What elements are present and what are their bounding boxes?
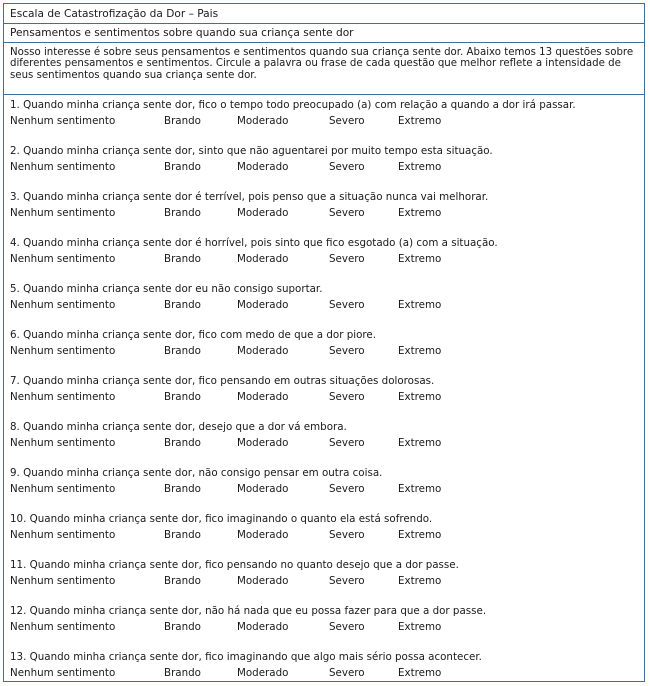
question-10: 10. Quando minha criança sente dor, fico imaginando o quanto ela está sofrendo.	[10, 513, 433, 525]
question-1-option-3[interactable]: Moderado	[237, 115, 289, 127]
question-1-option-2[interactable]: Brando	[164, 115, 201, 127]
question-5-option-2[interactable]: Brando	[164, 299, 201, 311]
question-6-option-5[interactable]: Extremo	[398, 345, 442, 357]
question-2-option-5[interactable]: Extremo	[398, 161, 442, 173]
question-4-option-3[interactable]: Moderado	[237, 253, 289, 265]
question-13-option-2[interactable]: Brando	[164, 667, 201, 679]
question-12-option-1[interactable]: Nenhum sentimento	[10, 621, 116, 633]
question-4-option-5[interactable]: Extremo	[398, 253, 442, 265]
question-2-option-4[interactable]: Severo	[329, 161, 365, 173]
question-5-option-4[interactable]: Severo	[329, 299, 365, 311]
question-1: 1. Quando minha criança sente dor, fico o tempo todo preocupado (a) com relação a quando a dor irá passar.	[10, 99, 576, 111]
question-8-option-1[interactable]: Nenhum sentimento	[10, 437, 116, 449]
question-7-option-3[interactable]: Moderado	[237, 391, 289, 403]
question-9-option-4[interactable]: Severo	[329, 483, 365, 495]
question-8: 8. Quando minha criança sente dor, desejo que a dor vá embora.	[10, 421, 347, 433]
question-2-option-2[interactable]: Brando	[164, 161, 201, 173]
instructions: Nosso interesse é sobre seus pensamentos e sentimentos quando sua criança sente dor. Abaixo temos 13 questões sobre diferentes pensamentos e sentimentos. Circule a palavra ou frase de cada questão que melhor reflete a intensidade de seus sentimentos quando sua criança sente dor.	[10, 47, 634, 81]
question-3-option-3[interactable]: Moderado	[237, 207, 289, 219]
question-11-option-2[interactable]: Brando	[164, 575, 201, 587]
form-title: Escala de Catastrofização da Dor – Pais	[10, 8, 219, 20]
question-7-option-2[interactable]: Brando	[164, 391, 201, 403]
question-12-option-4[interactable]: Severo	[329, 621, 365, 633]
question-6-option-1[interactable]: Nenhum sentimento	[10, 345, 116, 357]
question-13-option-1[interactable]: Nenhum sentimento	[10, 667, 116, 679]
question-8-option-3[interactable]: Moderado	[237, 437, 289, 449]
question-3: 3. Quando minha criança sente dor é terrível, pois penso que a situação nunca vai melhorar.	[10, 191, 489, 203]
question-12: 12. Quando minha criança sente dor, não há nada que eu possa fazer para que a dor passe.	[10, 605, 487, 617]
question-13: 13. Quando minha criança sente dor, fico imaginando que algo mais sério possa acontecer.	[10, 651, 482, 663]
question-6: 6. Quando minha criança sente dor, fico com medo de que a dor piore.	[10, 329, 377, 341]
question-4: 4. Quando minha criança sente dor é horrível, pois sinto que fico esgotado (a) com a situação.	[10, 237, 498, 249]
question-3-option-4[interactable]: Severo	[329, 207, 365, 219]
question-13-option-3[interactable]: Moderado	[237, 667, 289, 679]
scale-form	[3, 3, 645, 682]
title-row	[4, 4, 644, 24]
question-7-option-4[interactable]: Severo	[329, 391, 365, 403]
question-8-option-2[interactable]: Brando	[164, 437, 201, 449]
question-5-option-1[interactable]: Nenhum sentimento	[10, 299, 116, 311]
question-9-option-1[interactable]: Nenhum sentimento	[10, 483, 116, 495]
question-4-option-2[interactable]: Brando	[164, 253, 201, 265]
question-4-option-4[interactable]: Severo	[329, 253, 365, 265]
question-1-option-4[interactable]: Severo	[329, 115, 365, 127]
question-6-option-3[interactable]: Moderado	[237, 345, 289, 357]
question-11-option-4[interactable]: Severo	[329, 575, 365, 587]
question-9-option-2[interactable]: Brando	[164, 483, 201, 495]
question-11-option-3[interactable]: Moderado	[237, 575, 289, 587]
question-11: 11. Quando minha criança sente dor, fico pensando no quanto desejo que a dor passe.	[10, 559, 459, 571]
question-12-option-3[interactable]: Moderado	[237, 621, 289, 633]
question-6-option-2[interactable]: Brando	[164, 345, 201, 357]
question-3-option-5[interactable]: Extremo	[398, 207, 442, 219]
question-11-option-1[interactable]: Nenhum sentimento	[10, 575, 116, 587]
question-10-option-5[interactable]: Extremo	[398, 529, 442, 541]
question-10-option-4[interactable]: Severo	[329, 529, 365, 541]
question-1-option-1[interactable]: Nenhum sentimento	[10, 115, 116, 127]
question-5: 5. Quando minha criança sente dor eu não consigo suportar.	[10, 283, 323, 295]
question-2-option-3[interactable]: Moderado	[237, 161, 289, 173]
question-11-option-5[interactable]: Extremo	[398, 575, 442, 587]
question-7: 7. Quando minha criança sente dor, fico pensando em outras situações dolorosas.	[10, 375, 435, 387]
question-9-option-5[interactable]: Extremo	[398, 483, 442, 495]
question-2-option-1[interactable]: Nenhum sentimento	[10, 161, 116, 173]
question-10-option-3[interactable]: Moderado	[237, 529, 289, 541]
question-5-option-5[interactable]: Extremo	[398, 299, 442, 311]
question-12-option-2[interactable]: Brando	[164, 621, 201, 633]
question-1-option-5[interactable]: Extremo	[398, 115, 442, 127]
question-4-option-1[interactable]: Nenhum sentimento	[10, 253, 116, 265]
question-3-option-1[interactable]: Nenhum sentimento	[10, 207, 116, 219]
question-3-option-2[interactable]: Brando	[164, 207, 201, 219]
question-13-option-4[interactable]: Severo	[329, 667, 365, 679]
subtitle-row	[4, 24, 644, 43]
question-10-option-2[interactable]: Brando	[164, 529, 201, 541]
question-12-option-5[interactable]: Extremo	[398, 621, 442, 633]
question-5-option-3[interactable]: Moderado	[237, 299, 289, 311]
question-6-option-4[interactable]: Severo	[329, 345, 365, 357]
question-8-option-4[interactable]: Severo	[329, 437, 365, 449]
question-10-option-1[interactable]: Nenhum sentimento	[10, 529, 116, 541]
form-subtitle: Pensamentos e sentimentos sobre quando sua criança sente dor	[10, 27, 354, 39]
question-7-option-5[interactable]: Extremo	[398, 391, 442, 403]
question-9: 9. Quando minha criança sente dor, não consigo pensar em outra coisa.	[10, 467, 383, 479]
question-13-option-5[interactable]: Extremo	[398, 667, 442, 679]
question-7-option-1[interactable]: Nenhum sentimento	[10, 391, 116, 403]
question-8-option-5[interactable]: Extremo	[398, 437, 442, 449]
question-2: 2. Quando minha criança sente dor, sinto que não aguentarei por muito tempo esta situação.	[10, 145, 493, 157]
question-9-option-3[interactable]: Moderado	[237, 483, 289, 495]
